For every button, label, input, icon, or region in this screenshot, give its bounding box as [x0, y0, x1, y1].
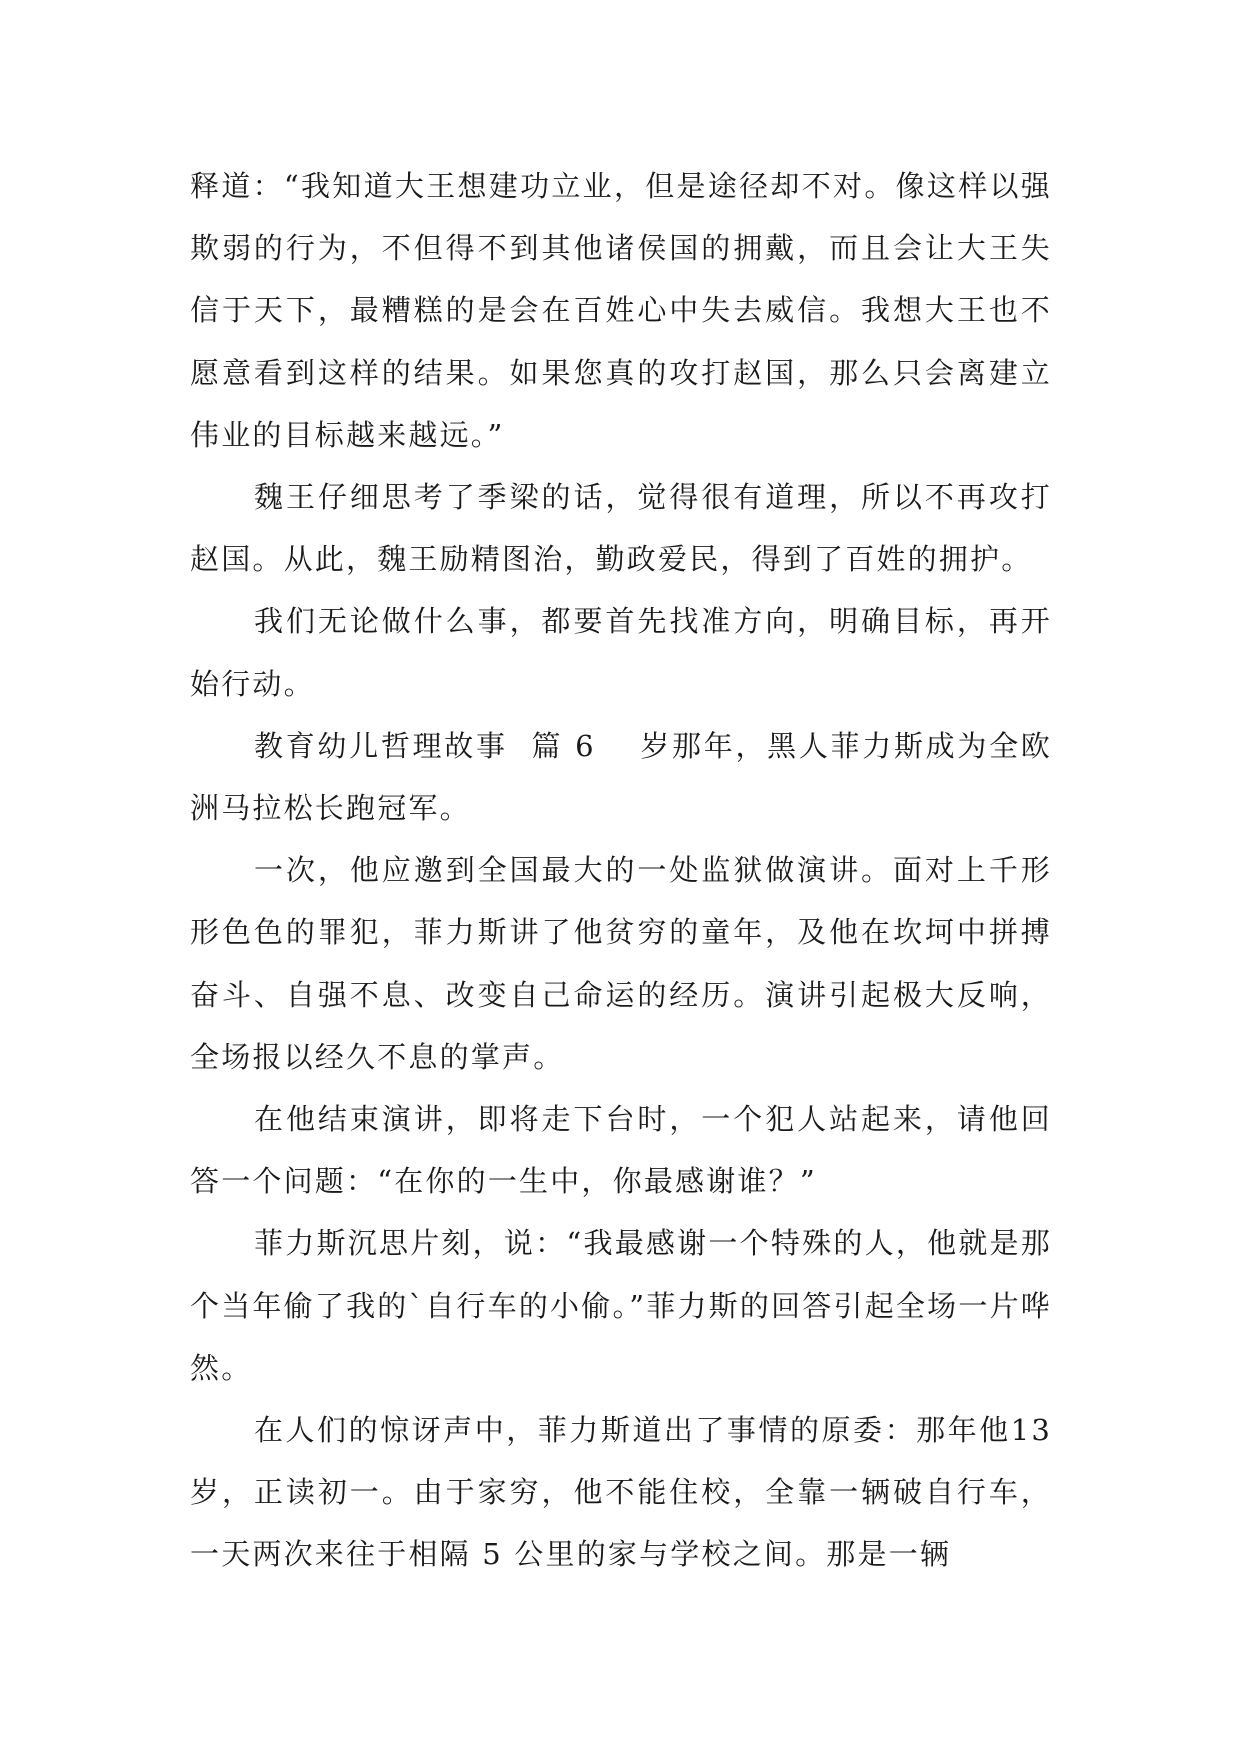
paragraph: 在他结束演讲，即将走下台时，一个犯人站起来，请他回答一个问题：“在你的一生中，你最感谢谁？”: [190, 1102, 1052, 1199]
section-title: 教育幼儿哲理故事: [254, 728, 508, 763]
paragraph: 一次，他应邀到全国最大的一处监狱做演讲。面对上千形形色色的罪犯，菲力斯讲了他贫穷的童年，及他在坎坷中拼搏奋斗、自强不息、改变自己命运的经历。演讲引起极大反响，全场报以经久不息的掌声。: [190, 853, 1052, 1074]
paragraph: 菲力斯沉思片刻，说：“我最感谢一个特殊的人，他就是那个当年偷了我的`自行车的小偷。”菲力斯的回答引起全场一片哗然。: [190, 1226, 1052, 1385]
paragraph: 我们无论做什么事，都要首先找准方向，明确目标，再开始行动。: [190, 604, 1052, 701]
paragraph: 魏王仔细思考了季梁的话，觉得很有道理，所以不再攻打赵国。从此，魏王励精图治，勤政爱民，得到了百姓的拥护。: [190, 480, 1052, 577]
document-body: [190, 155, 1052, 1586]
section-continuation: 岁那年，黑人菲力斯成为全欧洲马拉松长跑冠军。: [190, 728, 1052, 826]
paragraph: 释道：“我知道大王想建功立业，但是途径却不对。像这样以强欺弱的行为，不但得不到其他诸侯国的拥戴，而且会让大王失信于天下，最糟糕的是会在百姓心中失去威信。我想大王也不愿意看到这样的结果。如果您真的攻打赵国，那么只会离建立伟业的目标越来越远。”: [190, 169, 1052, 452]
paragraph: 在人们的惊讶声中，菲力斯道出了事情的原委：那年他13 岁，正读初一。由于家穷，他不能住校，全靠一辆破自行车，一天两次来往于相隔 5 公里的家与学校之间。那是一辆: [190, 1413, 1052, 1572]
section-number: 篇 6: [531, 728, 596, 763]
section-heading-paragraph: [190, 715, 1052, 839]
